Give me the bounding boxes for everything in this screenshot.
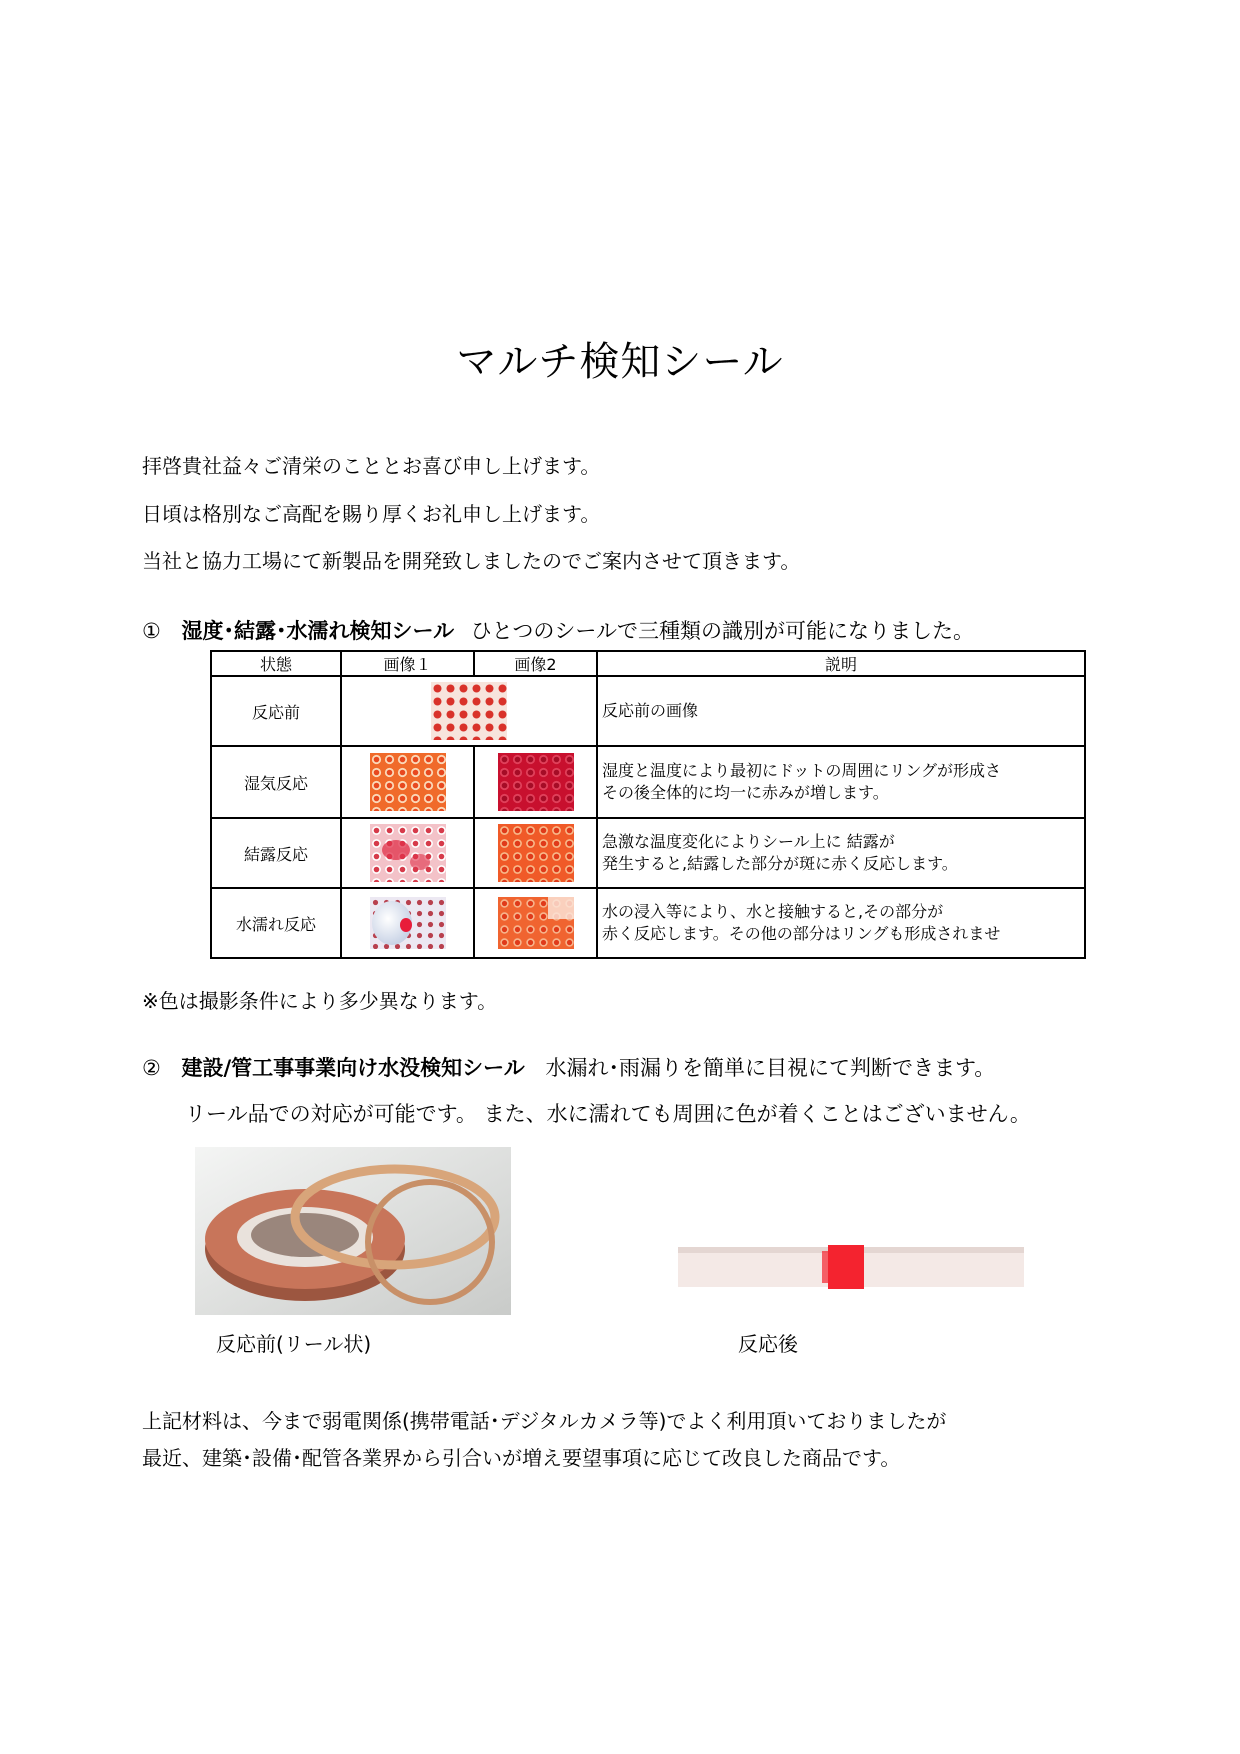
image-cell-1	[341, 888, 474, 958]
description-line: 急激な温度変化によりシール上に 結露が	[602, 832, 895, 851]
caption-before: 反応前(リール状)	[216, 1332, 372, 1356]
section1-tagline: ひとつのシールで三種類の識別が可能になりました。	[470, 619, 974, 643]
sticker-before-image	[431, 682, 507, 740]
description-line: その後全体的に均一に赤みが増します。	[602, 783, 889, 802]
water-contact-image	[370, 897, 446, 949]
image-cell-2	[474, 818, 597, 888]
caption-after: 反応後	[738, 1332, 798, 1356]
header-image1: 画像１	[341, 651, 474, 676]
condensation-orange-image	[498, 824, 574, 882]
header-state: 状態	[211, 651, 341, 676]
state-cell: 結露反応	[211, 818, 341, 888]
closing-line-2: 最近、建築･設備･配管各業界から引合いが増え要望事項に応じて改良した商品です。	[142, 1446, 901, 1470]
section2-tagline: 水漏れ･雨漏りを簡単に目視にて判断できます。	[545, 1056, 996, 1080]
image-cell-1	[341, 746, 474, 818]
condensation-spotty-image	[370, 824, 446, 882]
description-cell	[597, 818, 1085, 888]
image-cell-before	[341, 676, 597, 746]
description-cell	[597, 676, 1085, 746]
description-cell	[597, 746, 1085, 818]
reel-photo	[195, 1147, 511, 1315]
water-orange-image	[498, 897, 574, 949]
section1-heading-line	[142, 615, 974, 645]
description-line: 赤く反応します。その他の部分はリングも形成されませ	[602, 924, 1001, 943]
section2-line2: リール品での対応が可能です。 また、水に濡れても周囲に色が着くことはございません。	[185, 1102, 1031, 1126]
color-note: ※色は撮影条件により多少異なります。	[142, 989, 498, 1013]
detection-table	[210, 650, 1086, 959]
humidity-red-image	[498, 753, 574, 811]
table-row	[211, 818, 1085, 888]
header-image2: 画像2	[474, 651, 597, 676]
table-row	[211, 746, 1085, 818]
section2-number: ②	[142, 1056, 161, 1080]
section2-heading: 建設/管工事事業向け水没検知シール	[181, 1056, 525, 1080]
description-line: 湿度と温度により最初にドットの周囲にリングが形成さ	[602, 761, 1002, 780]
state-cell: 湿気反応	[211, 746, 341, 818]
intro-line-3: 当社と協力工場にて新製品を開発致しましたのでご案内させて頂きます。	[142, 549, 801, 573]
section1-heading: 湿度･結露･水濡れ検知シール	[181, 619, 455, 643]
section2-heading-line	[142, 1052, 995, 1082]
tape-after-reaction-image	[678, 1241, 1026, 1293]
table-row	[211, 676, 1085, 746]
state-cell: 反応前	[211, 676, 341, 746]
header-description: 説明	[597, 651, 1085, 676]
table-row	[211, 888, 1085, 958]
page-title: マルチ検知シール	[456, 339, 784, 385]
closing-line-1: 上記材料は、今まで弱電関係(携帯電話･デジタルカメラ等)でよく利用頂いておりましたが	[142, 1409, 947, 1433]
intro-line-2: 日頃は格別なご高配を賜り厚くお礼申し上げます。	[142, 502, 601, 526]
humidity-ring-image	[370, 753, 446, 811]
table-header-row	[211, 651, 1085, 676]
image-cell-2	[474, 746, 597, 818]
description-cell	[597, 888, 1085, 958]
section1-number: ①	[142, 619, 161, 643]
image-cell-2	[474, 888, 597, 958]
intro-line-1: 拝啓貴社益々ご清栄のこととお喜び申し上げます。	[142, 454, 601, 478]
state-cell: 水濡れ反応	[211, 888, 341, 958]
description-line: 反応前の画像	[602, 701, 699, 720]
image-cell-1	[341, 818, 474, 888]
description-line: 発生すると,結露した部分が斑に赤く反応します。	[602, 854, 958, 873]
description-line: 水の浸入等により、水と接触すると,その部分が	[602, 902, 944, 921]
